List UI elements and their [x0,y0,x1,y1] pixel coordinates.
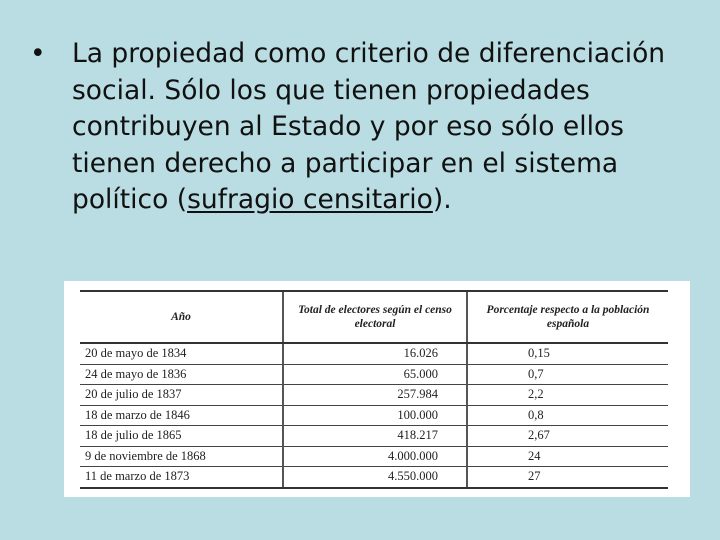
cell-percent: 0,15 [467,343,668,364]
table-row [80,405,668,426]
bullet-point [30,36,690,219]
census-table [80,290,668,489]
cell-date: 11 de marzo de 1873 [80,467,283,488]
cell-voters: 16.026 [283,343,467,364]
table-row [80,446,668,467]
sufragio-censitario-link[interactable]: sufragio censitario [187,184,433,215]
cell-date: 20 de julio de 1837 [80,385,283,406]
table-row [80,385,668,406]
header-voters: Total de electores según el censo electoral [283,291,467,343]
cell-date: 18 de julio de 1865 [80,426,283,447]
cell-voters: 4.550.000 [283,467,467,488]
cell-percent: 2,67 [467,426,668,447]
cell-percent: 0,7 [467,364,668,385]
cell-date: 9 de noviembre de 1868 [80,446,283,467]
table-row [80,343,668,364]
table-header-row [80,291,668,343]
bullet-text-end: ). [432,184,452,215]
table-row [80,426,668,447]
cell-voters: 257.984 [283,385,467,406]
cell-percent: 27 [467,467,668,488]
header-percent: Porcentaje respecto a la población española [467,291,668,343]
cell-date: 18 de marzo de 1846 [80,405,283,426]
cell-percent: 24 [467,446,668,467]
cell-percent: 2,2 [467,385,668,406]
table-row [80,364,668,385]
bullet-symbol: • [30,38,46,69]
cell-voters: 100.000 [283,405,467,426]
cell-percent: 0,8 [467,405,668,426]
bullet-text-main: La propiedad como criterio de diferenciación social. Sólo los que tienen propiedades contribuyen al Estado y por eso sólo ellos tienen derecho a participar en el sistema político ( [72,38,666,215]
cell-voters: 65.000 [283,364,467,385]
census-table-image [64,281,690,497]
bullet-text [72,36,690,219]
cell-date: 24 de mayo de 1836 [80,364,283,385]
table-row [80,467,668,488]
cell-voters: 4.000.000 [283,446,467,467]
header-year: Año [80,291,283,343]
cell-voters: 418.217 [283,426,467,447]
cell-date: 20 de mayo de 1834 [80,343,283,364]
